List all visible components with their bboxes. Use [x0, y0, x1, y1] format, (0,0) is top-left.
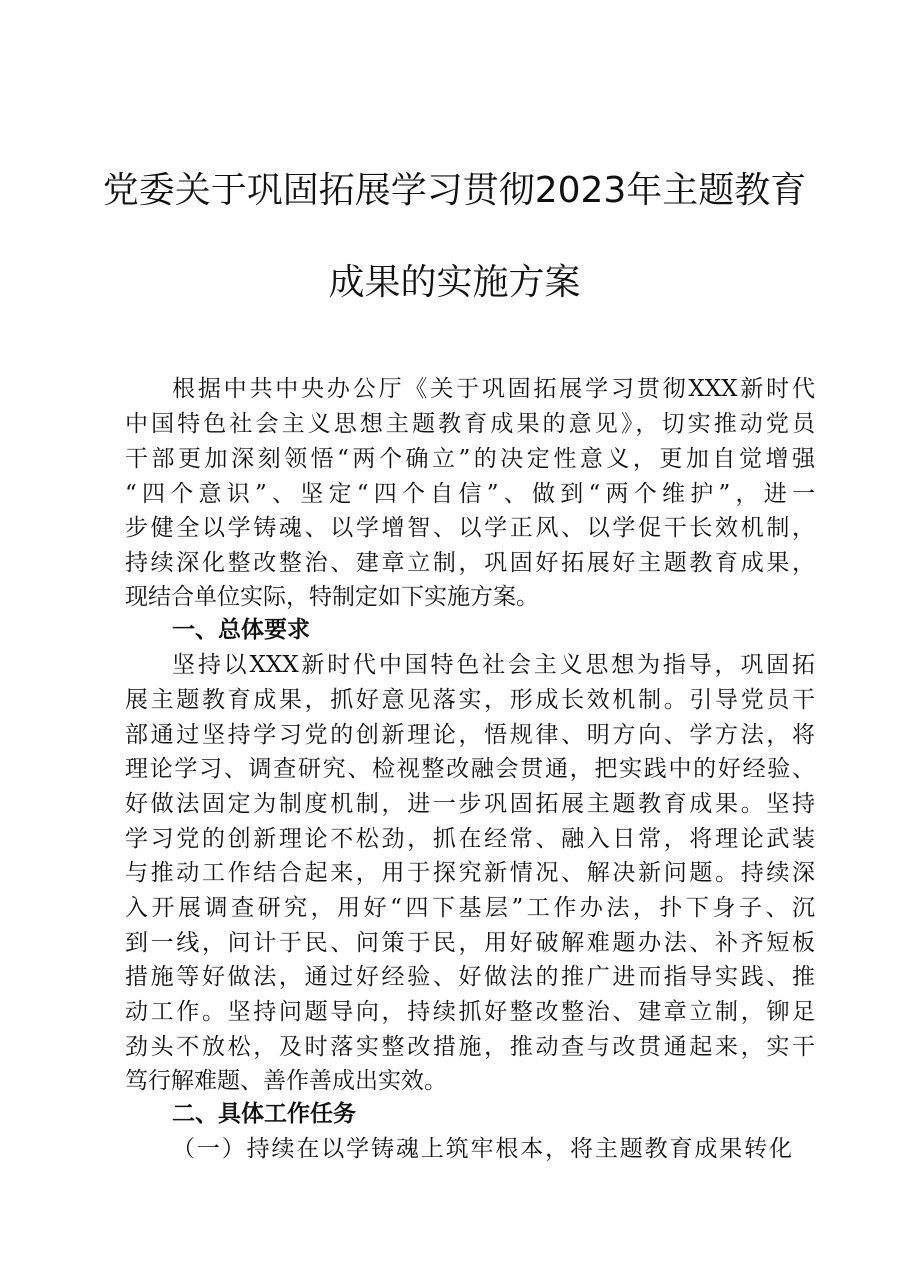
paragraph-line: 干部更加深刻领悟“两个确立”的决定性意义，更加自觉增强 [125, 446, 815, 472]
paragraph-line: 中国特色社会主义思想主题教育成果的意见》，切实推动党员 [125, 411, 815, 437]
paragraph-line: 与推动工作结合起来，用于探究新情况、解决新问题。持续深 [125, 860, 815, 886]
paragraph-line: 根据中共中央办公厅《关于巩固拓展学习贯彻XXX新时代 [172, 376, 815, 402]
subsection-line: （一）持续在以学铸魂上筑牢根本，将主题教育成果转化 [172, 1136, 792, 1162]
section-heading-overall-requirements: 一、总体要求 [172, 617, 310, 643]
paragraph-line: 笃行解难题、善作善成出实效。 [125, 1068, 447, 1094]
document-title-line-2: 成果的实施方案 [328, 262, 581, 303]
paragraph-line: 入开展调查研究，用好“四下基层”工作办法，扑下身子、沉 [125, 895, 815, 921]
paragraph-line: 理论学习、调查研究、检视整改融会贯通，把实践中的好经验、 [125, 756, 815, 782]
paragraph-line: 动工作。坚持问题导向，持续抓好整改整治、建章立制，铆足 [125, 999, 815, 1025]
paragraph-line: 劲头不放松，及时落实整改措施，推动查与改贯通起来，实干 [125, 1034, 815, 1060]
document-title-line-1: 党委关于巩固拓展学习贯彻2023年主题教育 [102, 170, 807, 211]
paragraph-line: 展主题教育成果，抓好意见落实，形成长效机制。引导党员干 [125, 687, 815, 713]
paragraph-line: 步健全以学铸魂、以学增智、以学正风、以学促干长效机制， [125, 515, 815, 541]
paragraph-line: 持续深化整改整治、建章立制，巩固好拓展好主题教育成果， [125, 550, 815, 576]
paragraph-line: 好做法固定为制度机制，进一步巩固拓展主题教育成果。坚持 [125, 791, 815, 817]
section-heading-specific-tasks: 二、具体工作任务 [172, 1101, 356, 1127]
paragraph-line: 到一线，问计于民、问策于民，用好破解难题办法、补齐短板 [125, 930, 815, 956]
paragraph-line: 部通过坚持学习党的创新理论，悟规律、明方向、学方法，将 [125, 722, 815, 748]
paragraph-line: “四个意识”、坚定“四个自信”、做到“两个维护”，进一 [125, 481, 815, 507]
paragraph-line: 学习党的创新理论不松劲，抓在经常、融入日常，将理论武装 [125, 826, 815, 852]
paragraph-line: 措施等好做法，通过好经验、好做法的推广进而指导实践、推 [125, 964, 815, 990]
paragraph-line: 现结合单位实际，特制定如下实施方案。 [125, 584, 539, 610]
paragraph-line: 坚持以XXX新时代中国特色社会主义思想为指导，巩固拓 [172, 652, 815, 678]
